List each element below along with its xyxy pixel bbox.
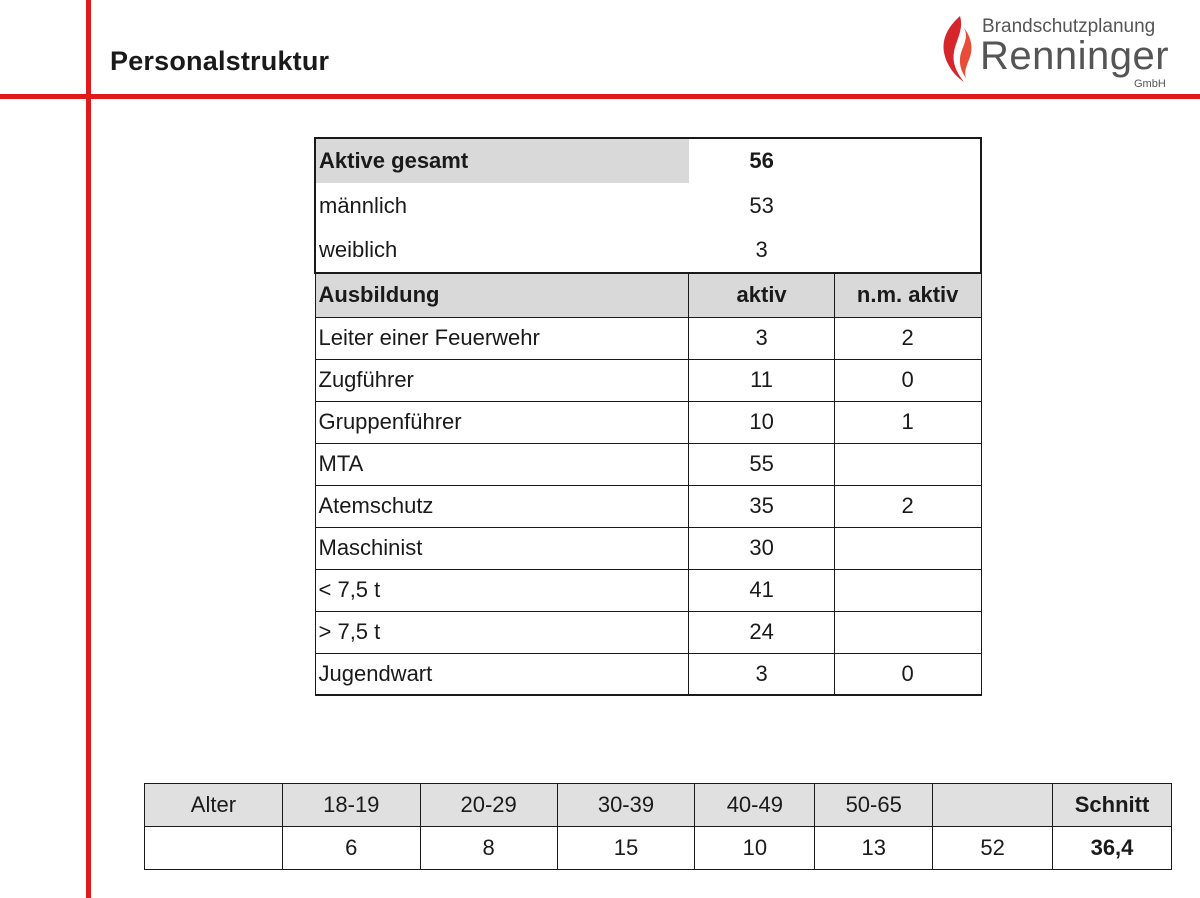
training-label: Gruppenführer: [315, 401, 689, 443]
column-header: Ausbildung: [315, 273, 689, 317]
age-header: 18-19: [282, 784, 420, 827]
table-header-row: [145, 784, 1172, 827]
training-label: Zugführer: [315, 359, 689, 401]
company-logo: [938, 12, 1183, 92]
table-row: [315, 359, 981, 401]
training-label: > 7,5 t: [315, 611, 689, 653]
logo-text-sub: GmbH: [1134, 78, 1166, 90]
red-horizontal-rule: [0, 94, 1200, 99]
age-table: [144, 783, 1172, 870]
training-aktiv: 3: [689, 653, 834, 695]
table-row: [315, 443, 981, 485]
training-label: MTA: [315, 443, 689, 485]
age-header: 20-29: [420, 784, 557, 827]
empty-cell: [834, 138, 981, 183]
summary-value: 3: [755, 237, 768, 262]
empty-cell: [834, 228, 981, 273]
age-value: 10: [695, 827, 815, 870]
age-header: 50-65: [815, 784, 933, 827]
training-label: Jugendwart: [315, 653, 689, 695]
training-nm-aktiv: [834, 527, 981, 569]
table-header-row: [315, 273, 981, 317]
flame-icon: [938, 14, 978, 84]
age-value: 15: [557, 827, 695, 870]
training-aktiv: 41: [689, 569, 834, 611]
age-header: [933, 784, 1053, 827]
table-row: [315, 611, 981, 653]
column-header: aktiv: [689, 273, 834, 317]
table-row: [315, 317, 981, 359]
training-aktiv: 55: [689, 443, 834, 485]
training-nm-aktiv: 0: [834, 653, 981, 695]
training-nm-aktiv: 1: [834, 401, 981, 443]
personnel-table: [314, 137, 982, 696]
table-row: [145, 827, 1172, 870]
table-row: [315, 653, 981, 695]
total-value: 56: [689, 138, 834, 183]
age-header: 30-39: [557, 784, 695, 827]
page-title: Personalstruktur: [110, 46, 330, 76]
age-header: Alter: [145, 784, 283, 827]
training-nm-aktiv: 0: [834, 359, 981, 401]
table-row: [315, 569, 981, 611]
logo-text-main: Renninger: [980, 34, 1170, 78]
empty-cell: [834, 183, 981, 228]
training-aktiv: 24: [689, 611, 834, 653]
age-value: 52: [933, 827, 1053, 870]
summary-label: männlich: [315, 183, 689, 228]
age-header: 40-49: [695, 784, 815, 827]
training-nm-aktiv: [834, 611, 981, 653]
training-aktiv: 30: [689, 527, 834, 569]
training-label: Maschinist: [315, 527, 689, 569]
age-value: [145, 827, 283, 870]
summary-label: weiblich: [315, 228, 689, 273]
table-row: [315, 401, 981, 443]
training-nm-aktiv: [834, 569, 981, 611]
training-label: Leiter einer Feuerwehr: [315, 317, 689, 359]
training-nm-aktiv: 2: [834, 485, 981, 527]
age-value: 13: [815, 827, 933, 870]
age-average: 36,4: [1053, 827, 1172, 870]
summary-value: 53: [749, 192, 774, 218]
table-row: [315, 485, 981, 527]
age-header: Schnitt: [1053, 784, 1172, 827]
training-aktiv: 35: [689, 485, 834, 527]
table-row: [315, 138, 981, 183]
age-value: 8: [420, 827, 557, 870]
training-label: Atemschutz: [315, 485, 689, 527]
training-nm-aktiv: 2: [834, 317, 981, 359]
training-label: < 7,5 t: [315, 569, 689, 611]
training-aktiv: 10: [689, 401, 834, 443]
total-label: Aktive gesamt: [315, 138, 689, 183]
training-aktiv: 3: [689, 317, 834, 359]
age-value: 6: [282, 827, 420, 870]
column-header: n.m. aktiv: [834, 273, 981, 317]
red-vertical-rule: [86, 0, 91, 898]
table-row: [315, 527, 981, 569]
table-row: [315, 183, 981, 228]
table-row: [315, 228, 981, 273]
training-aktiv: 11: [689, 359, 834, 401]
logo-text-top: Brandschutzplanung: [982, 16, 1156, 37]
training-nm-aktiv: [834, 443, 981, 485]
